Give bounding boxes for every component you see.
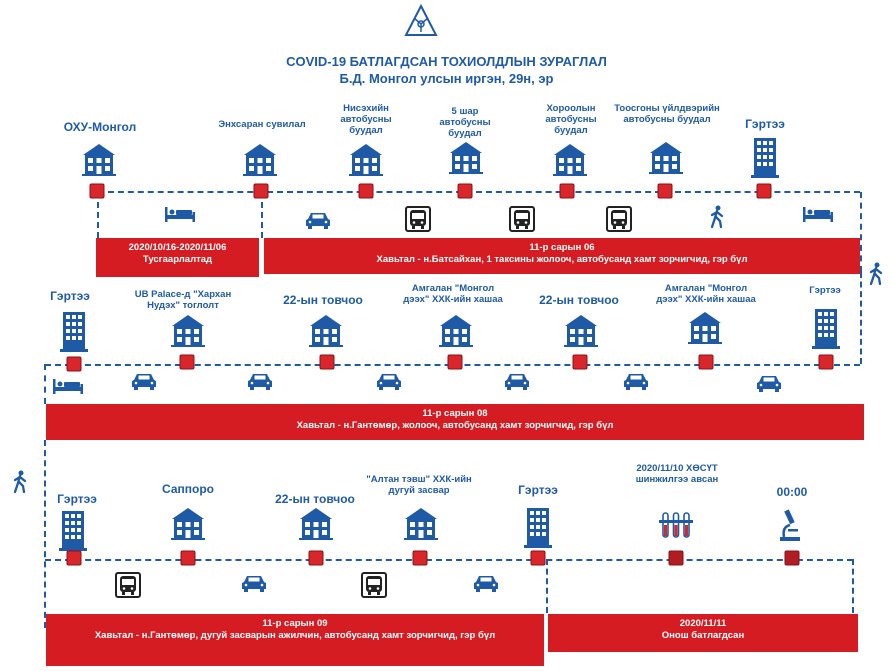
location-node [181, 551, 196, 566]
microscope-icon [778, 509, 802, 543]
label-row1-4: Хороолын автобусны буудал [545, 103, 597, 136]
walking-person-icon [12, 470, 28, 494]
test-tubes-icon [657, 511, 695, 541]
building-icon [169, 507, 207, 541]
label-row3-6: 00:00 [776, 485, 808, 499]
location-node [560, 184, 575, 199]
taxi-icon [375, 371, 403, 391]
bus-icon [606, 206, 632, 232]
location-node [180, 355, 195, 370]
bus-icon [509, 206, 535, 232]
path-line [98, 191, 860, 193]
tower-icon [523, 506, 553, 548]
label-row3-1: Саппоро [162, 482, 214, 496]
path-line [860, 192, 862, 272]
building-icon [562, 314, 600, 348]
tower-icon [750, 136, 780, 178]
path-line [860, 272, 862, 364]
taxi-icon [240, 573, 268, 593]
label-row3-5: 2020/11/10 ХӨСҮТ шинжилгээ авсан [635, 463, 719, 485]
label-row2-1: UB Palace-д "Хархан Нудэх" тоглолт [134, 289, 232, 311]
location-node [254, 184, 269, 199]
timeline-bar [264, 238, 860, 274]
label-row3-3: "Алтан тэвш" ХХК-ийн дугуй засвар [366, 474, 472, 496]
location-node [320, 355, 335, 370]
bed-icon [51, 376, 85, 396]
bar-date: 11-р сарын 06 [529, 242, 595, 253]
location-node [448, 355, 463, 370]
path-line [44, 440, 46, 628]
timeline-bar [46, 404, 864, 440]
location-node [359, 184, 374, 199]
building-icon [551, 143, 589, 177]
label-row1-1: Энхсаран сувилал [218, 119, 306, 130]
bus-icon [115, 572, 141, 598]
label-row1-5: Тоосгоны үйлдвэрийн автобусны буудал [614, 103, 720, 125]
bar-date: 2020/11/11 [679, 618, 727, 629]
location-node [90, 184, 105, 199]
taxi-icon [472, 573, 500, 593]
path-line [852, 559, 854, 613]
label-row3-2: 22-ын товчоо [275, 492, 355, 506]
bar-date: 11-р сарын 08 [422, 408, 488, 419]
path-line [97, 192, 99, 238]
building-icon [297, 507, 335, 541]
building-icon [80, 143, 118, 177]
building-icon [447, 141, 485, 175]
location-node [757, 184, 772, 199]
label-row2-3: Амгалан "Монгол дээх" ХХК-ийн хашаа [403, 283, 503, 305]
label-row3-0: Гэртээ [57, 492, 97, 506]
label-row3-4: Гэртээ [518, 483, 558, 497]
label-row1-0: ОХУ-Монгол [63, 120, 137, 134]
taxi-icon [246, 371, 274, 391]
label-row2-5: Амгалан "Монгол дээх" ХХК-ийн хашаа [656, 283, 756, 305]
location-node [573, 355, 588, 370]
building-icon [169, 314, 207, 348]
timeline-bar [46, 614, 544, 666]
taxi-icon [755, 373, 783, 393]
location-node [669, 551, 684, 566]
bus-icon [361, 572, 387, 598]
location-node [67, 357, 82, 372]
location-node [699, 355, 714, 370]
building-icon [402, 507, 440, 541]
bar-text: Хавьтал - н.Батсайхан, 1 таксины жолооч, автобусанд хамт зорчигчид, гэр бүл [376, 253, 748, 265]
taxi-icon [304, 210, 332, 230]
page-title: COVID-19 БАТЛАГДСАН ТОХИОЛДЛЫН ЗУРАГЛАЛ [286, 54, 607, 69]
walking-person-icon [709, 205, 725, 229]
label-row2-0: Гэртээ [50, 289, 90, 303]
location-node [531, 551, 546, 566]
taxi-icon [503, 371, 531, 391]
walking-person-icon [868, 262, 884, 286]
label-row1-2: Нисэхийн автобусны буудал [340, 103, 392, 136]
taxi-icon [622, 371, 650, 391]
timeline-bar [548, 614, 858, 652]
building-icon [647, 141, 685, 175]
label-row2-4: 22-ын товчоо [539, 293, 619, 307]
taxi-icon [130, 371, 158, 391]
path-line [546, 559, 548, 613]
bar-date: 11-р сарын 09 [262, 618, 328, 629]
location-node [67, 551, 82, 566]
location-node [458, 184, 473, 199]
building-icon [307, 314, 345, 348]
label-row1-6: Гэртээ [745, 117, 785, 131]
timeline-bar [96, 238, 259, 277]
path-line [44, 364, 46, 404]
bus-icon [405, 206, 431, 232]
path-line [45, 559, 853, 561]
path-line [261, 192, 263, 238]
label-row2-6: Гэртээ [809, 285, 841, 296]
building-icon [686, 311, 724, 345]
location-node [658, 184, 673, 199]
bar-text: Онош батлагдсан [661, 629, 745, 641]
bar-date: 2020/10/16-2020/11/06 [128, 242, 227, 253]
tower-icon [811, 307, 841, 349]
location-node [309, 551, 324, 566]
bar-text: Хавьтал - н.Гантөмөр, дугуй засварын ажилчин, автобусанд хамт зорчигчид, гэр бүл [94, 629, 496, 641]
hazard-logo-icon [404, 4, 438, 38]
bed-icon [163, 204, 197, 224]
building-icon [437, 314, 475, 348]
label-row2-2: 22-ын товчоо [283, 293, 363, 307]
location-node [819, 355, 834, 370]
building-icon [241, 143, 279, 177]
location-node [785, 551, 800, 566]
page-subtitle: Б.Д. Монгол улсын иргэн, 29н, эр [339, 71, 554, 86]
location-node [413, 551, 428, 566]
label-row1-3: 5 шар автобусны буудал [439, 106, 491, 139]
tower-icon [58, 509, 88, 551]
bar-text: Хавьтал - н.Гантөмөр, жолооч, автобусанд хамт зорчигчид, гэр бүл [296, 419, 614, 431]
bed-icon [801, 204, 835, 224]
tower-icon [59, 310, 89, 352]
building-icon [347, 143, 385, 177]
bar-text: Тусгаарлалтад [142, 253, 213, 265]
